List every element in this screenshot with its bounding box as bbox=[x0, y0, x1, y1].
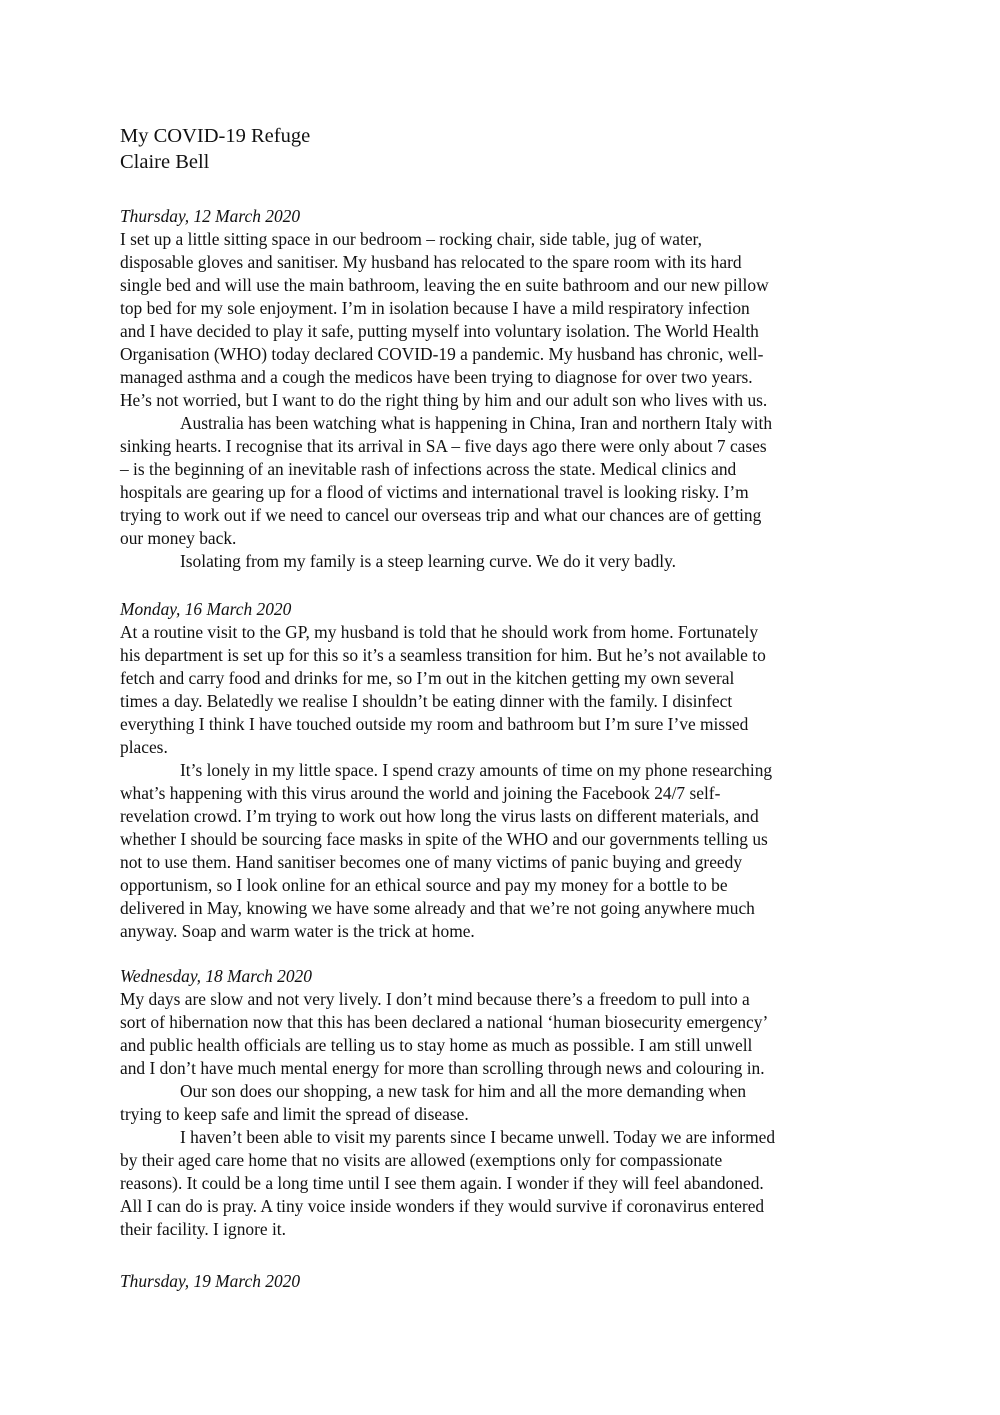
entry-date: Thursday, 19 March 2020 bbox=[120, 1271, 301, 1291]
text-line: and I have decided to play it safe, putting myself into voluntary isolation. The World Health bbox=[120, 321, 759, 341]
diary-entry bbox=[120, 1270, 880, 1293]
text-line: reasons). It could be a long time until I see them again. I wonder if they will feel abandoned. bbox=[120, 1173, 764, 1193]
diary-entry bbox=[120, 965, 880, 1241]
text-line: hospitals are gearing up for a flood of victims and international travel is looking risky. I’m bbox=[120, 482, 749, 502]
text-line: He’s not worried, but I want to do the right thing by him and our adult son who lives with us. bbox=[120, 390, 768, 410]
entry-date: Wednesday, 18 March 2020 bbox=[120, 966, 312, 986]
document-author: Claire Bell bbox=[120, 151, 210, 173]
text-line: anyway. Soap and warm water is the trick at home. bbox=[120, 921, 475, 941]
text-line: our money back. bbox=[120, 528, 237, 548]
text-line: and I don’t have much mental energy for more than scrolling through news and colouring in. bbox=[120, 1058, 765, 1078]
text-line: sort of hibernation now that this has been declared a national ‘human biosecurity emergency’ bbox=[120, 1012, 769, 1032]
text-line: times a day. Belatedly we realise I shouldn’t be eating dinner with the family. I disinfect bbox=[120, 691, 733, 711]
text-line: My days are slow and not very lively. I don’t mind because there’s a freedom to pull into a bbox=[120, 989, 750, 1009]
entry-date: Thursday, 12 March 2020 bbox=[120, 206, 301, 226]
text-line: managed asthma and a cough the medicos have been trying to diagnose for over two years. bbox=[120, 367, 753, 387]
entry-date: Monday, 16 March 2020 bbox=[120, 599, 292, 619]
document-title: My COVID-19 Refuge bbox=[120, 125, 311, 147]
text-line: whether I should be sourcing face masks in spite of the WHO and our governments telling us bbox=[120, 829, 768, 849]
text-line: – is the beginning of an inevitable rash of infections across the state. Medical clinics and bbox=[120, 459, 737, 479]
diary-entry bbox=[120, 598, 880, 943]
text-line: Our son does our shopping, a new task for him and all the more demanding when bbox=[180, 1081, 747, 1101]
text-line: sinking hearts. I recognise that its arrival in SA – five days ago there were only about 7 cases bbox=[120, 436, 767, 456]
text-line: his department is set up for this so it’s a seamless transition for him. But he’s not available to bbox=[120, 645, 766, 665]
text-line: what’s happening with this virus around the world and joining the Facebook 24/7 self- bbox=[120, 783, 721, 803]
text-line: disposable gloves and sanitiser. My husband has relocated to the spare room with its hard bbox=[120, 252, 742, 272]
text-line: At a routine visit to the GP, my husband is told that he should work from home. Fortunately bbox=[120, 622, 759, 642]
text-line: not to use them. Hand sanitiser becomes one of many victims of panic buying and greedy bbox=[120, 852, 743, 872]
diary-entry bbox=[120, 205, 880, 573]
title-block bbox=[120, 123, 310, 175]
text-line: All I can do is pray. A tiny voice inside wonders if they would survive if coronavirus entered bbox=[120, 1196, 765, 1216]
text-line: revelation crowd. I’m trying to work out how long the virus lasts on different materials, and bbox=[120, 806, 759, 826]
text-line: Organisation (WHO) today declared COVID-19 a pandemic. My husband has chronic, well- bbox=[120, 344, 764, 364]
text-line: trying to work out if we need to cancel our overseas trip and what our chances are of getting bbox=[120, 505, 762, 525]
text-line: opportunism, so I look online for an ethical source and pay my money for a bottle to be bbox=[120, 875, 728, 895]
text-line: trying to keep safe and limit the spread of disease. bbox=[120, 1104, 469, 1124]
text-line: Isolating from my family is a steep learning curve. We do it very badly. bbox=[180, 551, 677, 571]
text-line: fetch and carry food and drinks for me, so I’m out in the kitchen getting my own several bbox=[120, 668, 735, 688]
text-line: delivered in May, knowing we have some already and that we’re not going anywhere much bbox=[120, 898, 755, 918]
text-line: everything I think I have touched outside my room and bathroom but I’m sure I’ve missed bbox=[120, 714, 749, 734]
text-line: Australia has been watching what is happening in China, Iran and northern Italy with bbox=[180, 413, 773, 433]
text-line: single bed and will use the main bathroom, leaving the en suite bathroom and our new pillow bbox=[120, 275, 769, 295]
text-line: their facility. I ignore it. bbox=[120, 1219, 286, 1239]
text-line: by their aged care home that no visits are allowed (exemptions only for compassionate bbox=[120, 1150, 723, 1170]
text-line: top bed for my sole enjoyment. I’m in isolation because I have a mild respiratory infection bbox=[120, 298, 750, 318]
text-line: I haven’t been able to visit my parents since I became unwell. Today we are informed bbox=[180, 1127, 776, 1147]
text-line: and public health officials are telling us to stay home as much as possible. I am still unwell bbox=[120, 1035, 753, 1055]
text-line: I set up a little sitting space in our bedroom – rocking chair, side table, jug of water, bbox=[120, 229, 702, 249]
text-line: places. bbox=[120, 737, 168, 757]
text-line: It’s lonely in my little space. I spend crazy amounts of time on my phone researching bbox=[180, 760, 773, 780]
